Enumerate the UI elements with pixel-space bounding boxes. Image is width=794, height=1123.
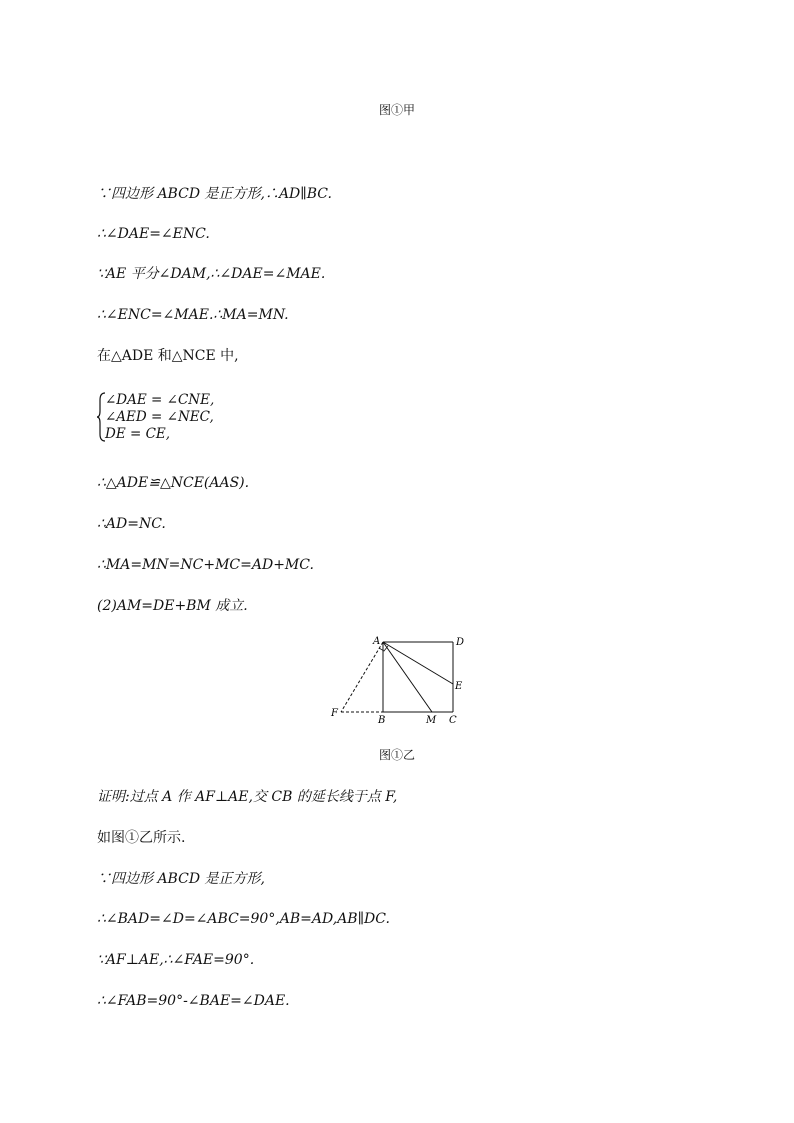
segment-ae <box>383 642 453 684</box>
caption-fig-b: 图①乙 <box>378 748 415 762</box>
label-e: E <box>455 681 463 692</box>
proof-line-2: ∴∠DAE=∠ENC. <box>97 226 210 242</box>
proof-line-8: ∴MA=MN=NC+MC=AD+MC. <box>97 557 314 573</box>
system-row-3: DE = CE, <box>105 426 171 442</box>
segment-am <box>383 642 432 712</box>
label-a: A <box>373 636 381 647</box>
proof-line-14: ∵AF⊥AE,∴∠FAE=90°. <box>97 952 255 968</box>
label-f: F <box>331 708 338 719</box>
proof-line-15: ∴∠FAB=90°-∠BAE=∠DAE. <box>97 993 290 1009</box>
label-m: M <box>426 715 437 726</box>
system-row-1: ∠DAE = ∠CNE, <box>105 392 215 408</box>
proof-line-6: ∴△ADE≌△NCE(AAS). <box>97 475 250 491</box>
proof-line-13: ∴∠BAD=∠D=∠ABC=90°,AB=AD,AB∥DC. <box>97 911 390 927</box>
segment-af <box>341 642 383 712</box>
proof-line-3: ∵AE 平分∠DAM,∴∠DAE=∠MAE. <box>97 266 326 282</box>
proof-line-7: ∴AD=NC. <box>97 516 166 532</box>
geometry-figure <box>320 630 480 730</box>
proof-line-4: ∴∠ENC=∠MAE.∴MA=MN. <box>97 307 289 323</box>
proof-line-11: 如图①乙所示. <box>97 830 186 846</box>
system-row-2: ∠AED = ∠NEC, <box>105 409 214 425</box>
proof-line-5: 在△ADE 和△NCE 中, <box>97 348 239 364</box>
proof-line-12: ∵四边形 ABCD 是正方形, <box>97 871 265 887</box>
caption-fig-a: 图①甲 <box>378 103 415 117</box>
proof-line-9: (2)AM=DE+BM 成立. <box>97 598 248 614</box>
proof-line-1: ∵四边形 ABCD 是正方形,∴AD∥BC. <box>97 186 332 202</box>
proof-line-10: 证明:过点 A 作 AF⊥AE,交 CB 的延长线于点 F, <box>97 789 398 805</box>
label-d: D <box>456 637 465 648</box>
label-c: C <box>449 715 457 726</box>
label-b: B <box>378 715 386 726</box>
